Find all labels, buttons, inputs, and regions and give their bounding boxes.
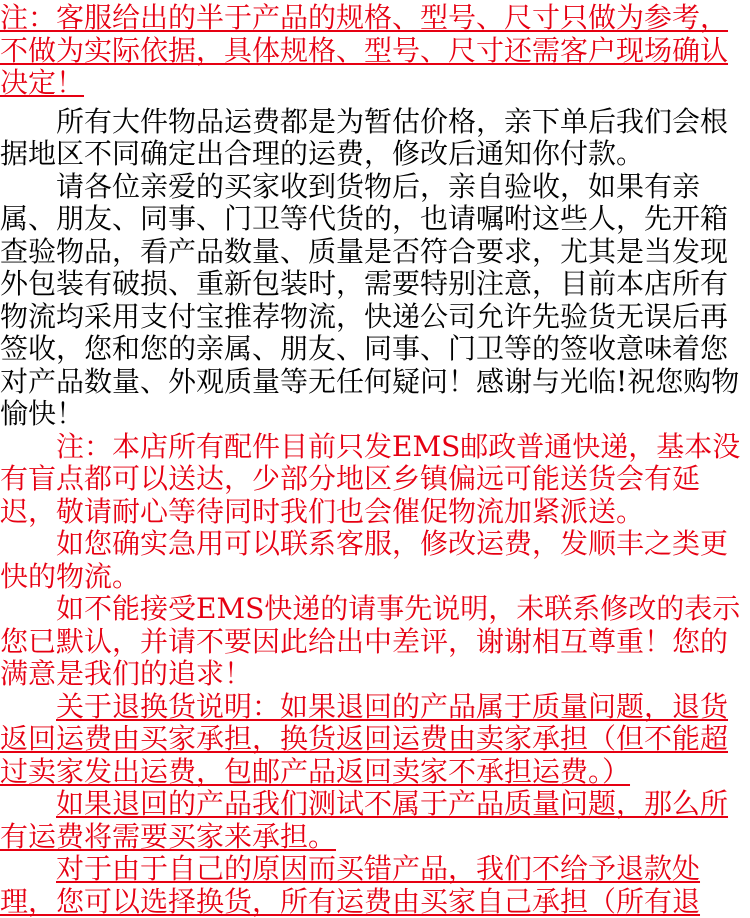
freight-paragraph: 所有大件物品运费都是为暂估价格，亲下单后我们会根据地区不同确定出合理的运费，修改后通知你付款。 <box>0 104 729 170</box>
urgent-shipping-paragraph: 如您确实急用可以联系客服，修改运费，发顺丰之类更快的物流。 <box>0 527 729 593</box>
ems-note-paragraph: 注：本店所有配件目前只发EMS邮政普通快递，基本没有盲点都可以送达，少部分地区乡镇偏远可能送货会有延迟，敬请耐心等待同时我们也会催促物流加紧派送。 <box>0 429 741 528</box>
non-quality-return-paragraph: 如果退回的产品我们测试不属于产品质量问题，那么所有运费将需要买家来承担。 <box>0 787 729 853</box>
disclaimer-notice: 注：客服给出的半于产品的规格、型号、尺寸只做为参考，不做为实际依据，具体规格、型号、尺寸还需客户现场确认决定！ <box>0 1 729 99</box>
returns-policy-paragraph: 关于退换货说明：如果退回的产品属于质量问题，退货返回运费由买家承担，换货返回运费由卖家承担（但不能超过卖家发出运费，包邮产品返回卖家不承担运费。） <box>0 689 729 788</box>
wrong-purchase-paragraph: 对于由于自己的原因而买错产品，我们不给予退款处理，您可以选择换货，所有运费由买家自己承担（所有退 <box>0 852 701 918</box>
inspection-paragraph: 请各位亲爱的买家收到货物后，亲自验收，如果有亲属、朋友、同事、门卫等代货的，也请嘱咐这些人，先开箱查验物品，看产品数量、质量是否符合要求，尤其是当发现外包装有破损、重新包装时，需要特别注意，目前本店所有物流均采用支付宝推荐物流，快递公司允许先验货无误后再签收，您和您的亲属、朋友、同事、门卫等的签收意味着您对产品数量、外观质量等无任何疑问！感谢与光临!祝您购物愉快！ <box>0 169 740 430</box>
no-ems-paragraph: 如不能接受EMS快递的请事先说明，未联系修改的表示您已默认，并请不要因此给出中差评，谢谢相互尊重！您的满意是我们的追求！ <box>0 592 741 690</box>
